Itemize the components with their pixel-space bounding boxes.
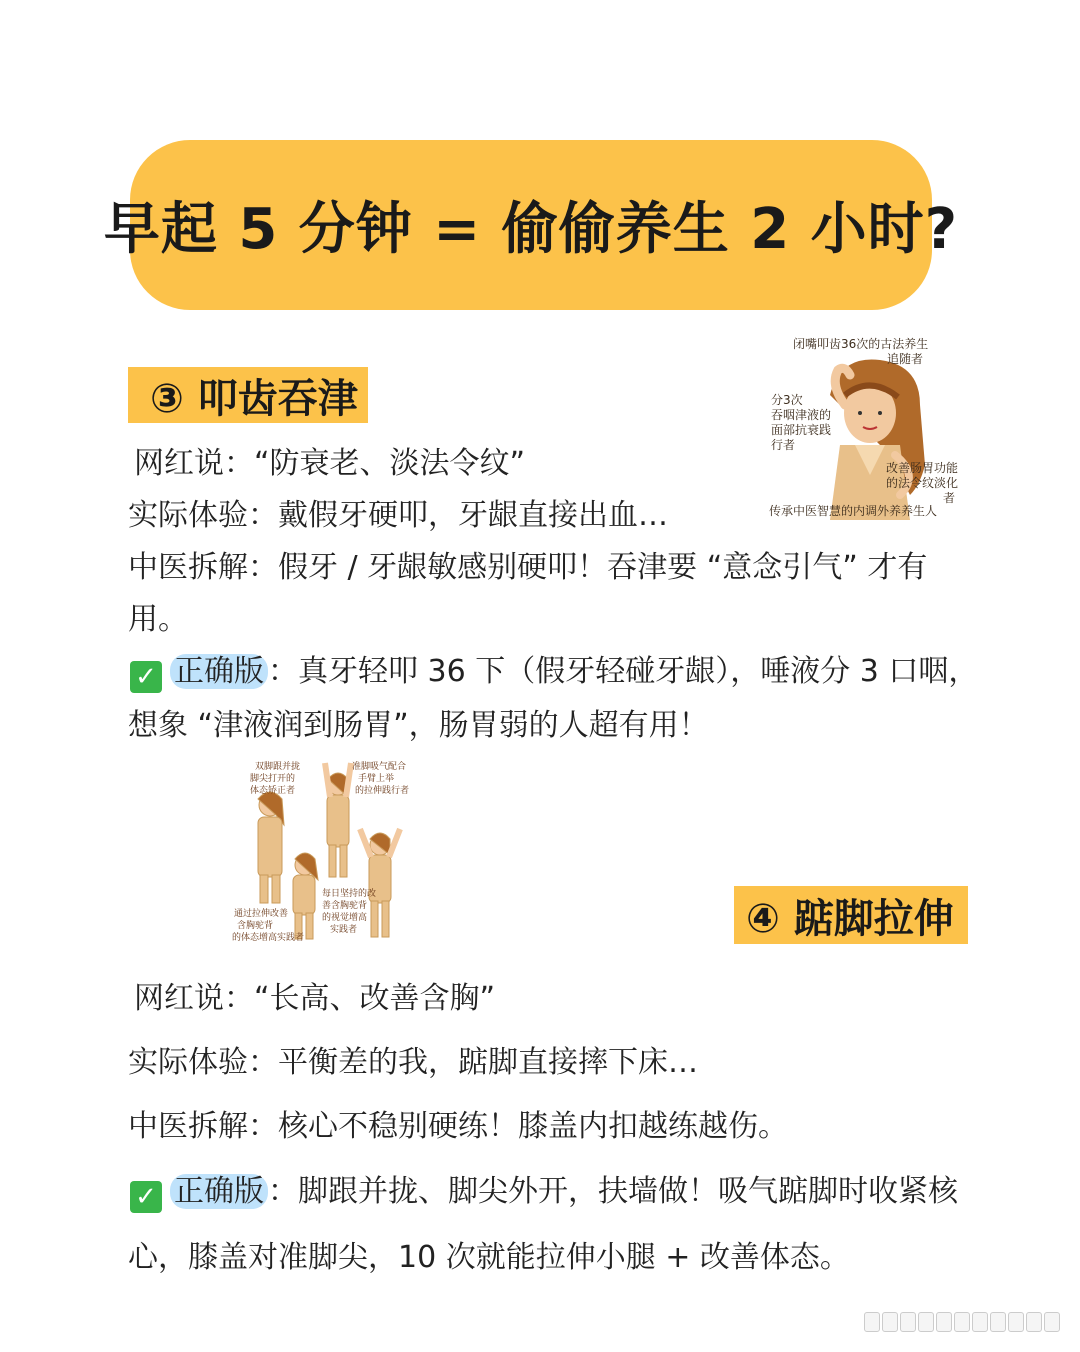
illus-note-d2: 含胸驼背 <box>237 921 274 931</box>
illus-caption-top: 闭嘴叩齿36次的古法养生 <box>793 337 929 351</box>
illus-note-c3: 的视觉增高 <box>322 913 368 923</box>
illus-caption-top2: 追随者 <box>887 352 924 366</box>
illus-note-b1: 准脚吸气配合 <box>352 762 407 772</box>
s4-actual-experience: 实际体验：平衡差的我，踮脚直接摔下床… <box>128 1045 698 1080</box>
illus-note-a2: 脚尖打开的 <box>250 774 296 784</box>
illus-caption-left1: 分3次 <box>771 393 803 407</box>
section-tag-3: ③ 叩齿吞津 <box>128 367 368 423</box>
page-indicator <box>864 1312 1060 1332</box>
illus-note-c4: 实践者 <box>330 925 358 935</box>
illus-caption-right3: 者 <box>943 491 956 505</box>
illus-caption-left3: 面部抗衰践 <box>771 423 832 437</box>
s4-influencer-claim: 网红说：“长高、改善含胸” <box>134 981 496 1016</box>
section-tag-4: ④ 踮脚拉伸 <box>734 886 968 944</box>
s3-tcm-analysis-cont: 用。 <box>128 602 188 637</box>
checkmark-icon: ✓ <box>130 1181 162 1213</box>
s3-tcm-analysis: 中医拆解：假牙 / 牙龈敏感别硬叩！吞津要 “意念引气” 才有 <box>128 550 928 585</box>
s3-correct-text: ：真牙轻叩 36 下（假牙轻碰牙龈），唾液分 3 口咽， <box>268 654 979 689</box>
illus-caption-right2: 的法令纹淡化 <box>886 476 959 490</box>
s3-influencer-claim: 网红说：“防衰老、淡法令纹” <box>134 446 526 481</box>
checkmark-icon: ✓ <box>130 661 162 693</box>
illus-note-d1: 通过拉伸改善 <box>234 909 289 919</box>
correct-label: 正确版 <box>170 1174 268 1209</box>
illus-note-c1: 每日坚持的改 <box>322 889 377 899</box>
s3-correct-version-cont: 想象 “津液润到肠胃”，肠胃弱的人超有用！ <box>128 708 709 743</box>
illus-note-a1: 双脚跟并拢 <box>255 762 301 772</box>
illus-note-c2: 善含胸驼背 <box>322 901 368 911</box>
illus-note-a3: 体态矫正者 <box>250 786 296 796</box>
page-title: 早起 5 分钟 = 偷偷养生 2 小时? <box>103 197 959 262</box>
illus-caption-right1: 改善肠胃功能 <box>886 461 959 475</box>
s4-correct-version <box>130 1166 958 1213</box>
illus-caption-left2: 吞咽津液的 <box>771 408 832 422</box>
correct-label: 正确版 <box>170 654 268 689</box>
illus-note-d3: 的体态增高实践者 <box>232 933 305 943</box>
illus-note-b3: 的拉伸践行者 <box>355 786 410 796</box>
title-banner <box>103 140 959 310</box>
illus-note-b2: 手臂上举 <box>358 774 395 784</box>
illus-caption-bottom: 传承中医智慧的内调外养养生人 <box>769 504 938 518</box>
s4-tcm-analysis: 中医拆解：核心不稳别硬练！膝盖内扣越练越伤。 <box>128 1109 788 1144</box>
s4-correct-text: ：脚跟并拢、脚尖外开，扶墙做！吸气踮脚时收紧核 <box>268 1174 958 1209</box>
illus-caption-left4: 行者 <box>771 438 796 452</box>
s3-actual-experience: 实际体验：戴假牙硬叩，牙龈直接出血… <box>128 498 668 533</box>
s3-correct-version <box>130 646 978 693</box>
s4-correct-version-cont: 心，膝盖对准脚尖，10 次就能拉伸小腿 + 改善体态。 <box>128 1240 850 1275</box>
